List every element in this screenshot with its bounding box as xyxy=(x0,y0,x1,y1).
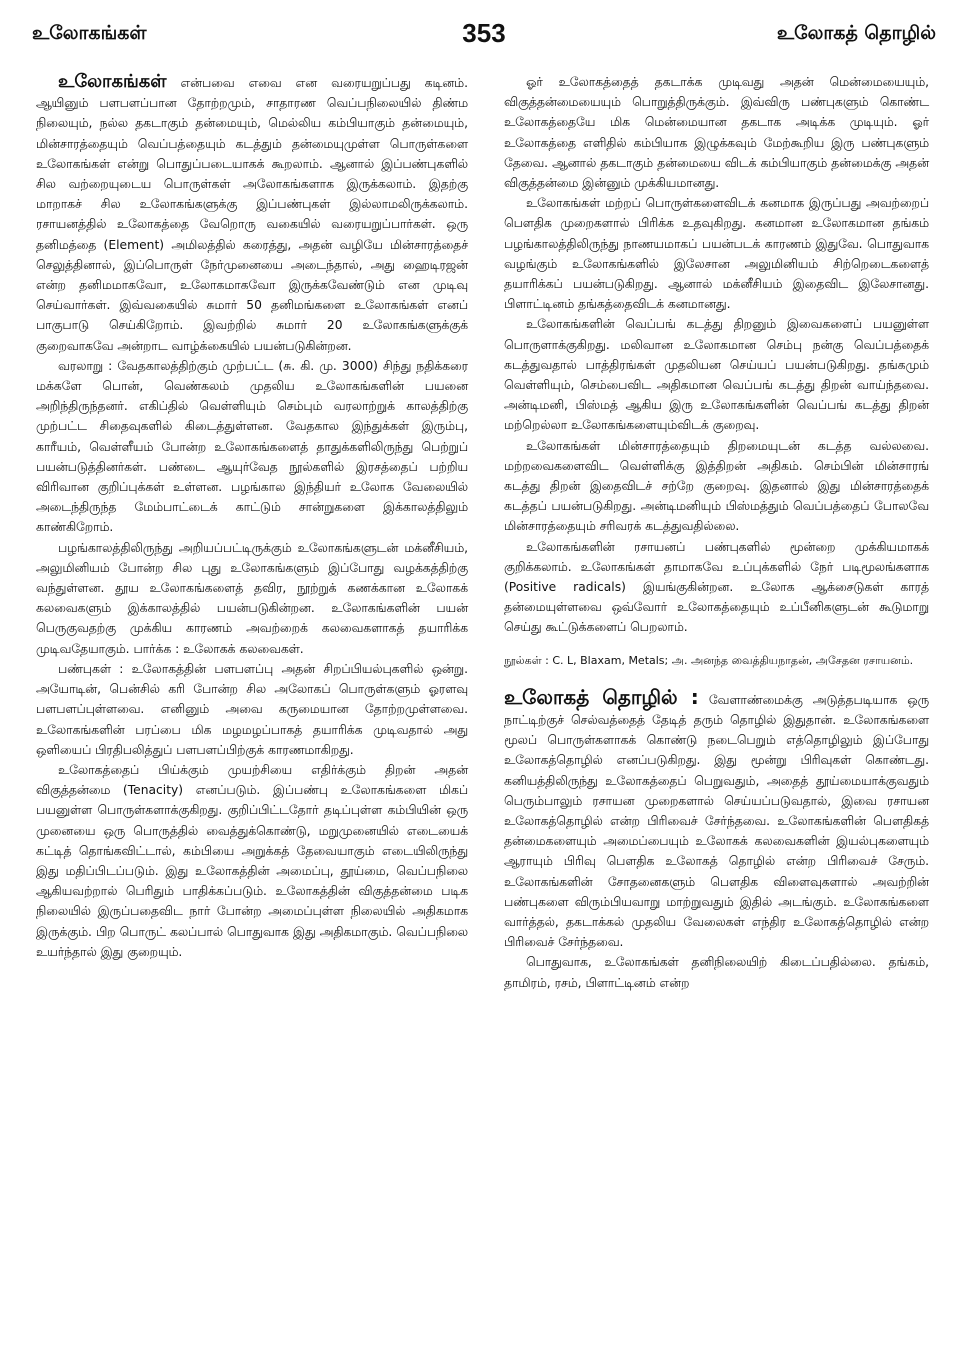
page-number: 353 xyxy=(462,18,506,48)
references: நூல்கள் : C. L, Blaxam, Metals; அ. அனந்த வைத்தியநாதன், அசேதன ரசாயனம். xyxy=(504,653,914,667)
header-left-title: உலோகங்கள் xyxy=(32,22,147,44)
entry-headword: உலோகத் தொழில் : xyxy=(504,684,699,709)
paragraph-definition xyxy=(36,72,468,356)
paragraph-history: வரலாறு : வேதகாலத்திற்கும் முற்பட்ட (சு. கி. மு. 3000) சிந்து நதிக்கரை மக்களே பொன், வெண்கலம் முதலிய உலோகங்களின் பயனை அறிந்திருந்தனர். எகிப்தில் வெள்ளியும் செம்பும் வரலாற்றுக் காலத்திற்கு முற்பட்ட சிதைவுகளில் கிடைத்துள்ளன. வேதகால இந்துக்கள் இரும்பு, காரீயம், வெள்ளீயம் போன்ற உலோகங்களைத் தாதுக்களிலிருந்து பெற்றுப் பயன்படுத்தினர்கள். பண்டை ஆயுர்வேத நூல்களில் இரசத்தைப் பற்றிய விரிவான குறிப்புக்கள் உள்ளன. பழங்கால இந்தியர் உலோக வேலையில் அடைந்திருந்த மேம்பாட்டைக் காட்டும் சான்றுகளை இக்காலத்திலும் காண்கிறோம். xyxy=(36,358,468,535)
paragraph-text: வேளாண்மைக்கு அடுத்தபடியாக ஒரு நாட்டிற்குச் செல்வத்தைத் தேடித் தரும் தொழில் இதுதான். உலோகங்களை மூலப் பொருள்களாகக் கொண்டு நடைபெறும் எத்தொழிலும் இப்போது உலோகத்தொழில் எனப்படுகிறது. இது மூன்று பிரிவுகள் கொண்டது. கனியத்திலிருந்து உலோகத்தைப் பெறுவதும், அதைத் தூய்மையாக்குவதும் பெரும்பாலும் ரசாயன முறைகளால் செய்யப்படுவதால், இவை ரசாயன உலோகத்தொழில் என்ற பிரிவைச் சேர்ந்தவை. உலோகங்களின் பௌதிகத் தன்மைகளையும் அமைப்பையும் உலோகக் கலவைகளின் இயல்புகளையும் ஆராயும் பிரிவு பௌதிக உலோகத் தொழில் என்ற பிரிவைச் சேரும். உலோகங்களின் சோதனைகளும் பௌதிக விளைவுகளால் அவற்றின் பண்புகளை விரும்பியவாறு மாற்றுவதும் இதில் அடங்கும். உலோகங்களை வார்த்தல், தகடாக்கல் முதலிய வேலைகள் எந்திர உலோகத்தொழில் என்ற பிரிவைச் சேர்ந்தவை. xyxy=(504,692,929,950)
paragraph-density: உலோகங்கள் மற்றப் பொருள்களைவிடக் கனமாக இருப்பது அவற்றைப் பௌதிக முறைகளால் பிரிக்க உதவுகிறது. கனமான உலோகமான தங்கம் பழங்காலத்திலிருந்து நாணயமாகப் பயன்படக் காரணம் இதுவே. பொதுவாக வழங்கும் உலோகங்களில் இலேசான அலுமினியம் சிற்றெடைகளைத் தயாரிக்கப் பயன்படுகிறது. ஆனால் மக்னீசியம் இதைவிட இலேசானது. பிளாட்டினம் தங்கத்தைவிடக் கனமானது. xyxy=(504,196,929,312)
paragraph-heat-conduction: உலோகங்களின் வெப்பங் கடத்து திறனும் இவைகளைப் பயனுள்ள பொருளாக்குகிறது. மலிவான உலோகமான செம்பு நன்கு வெப்பத்தைக் கடத்துவதால் பாத்திரங்கள் முதலியன செய்யப் பயன்படுகிறது. தங்கமும் வெள்ளியும், செம்பைவிட அதிகமான வெப்பங் கடத்து திறன் வாய்ந்தவை. அன்டிமனி, பிஸ்மத் ஆகிய இரு உலோகங்களின் வெப்பங் கடத்து திறன் மற்றெல்லா உலோகங்களையும்விடக் குறைவு. xyxy=(504,317,929,433)
paragraph-tenacity: உலோகத்தைப் பிய்க்கும் முயற்சியை எதிர்க்கும் திறன் அதன் விகுத்தன்மை (Tenacity) எனப்படும். இப்பண்பு உலோகங்களை மிகப் பயனுள்ள பொருள்களாக்குகிறது. குறிப்பிட்டதோர் தடிப்புள்ள கம்பியின் ஒரு முனையை ஒரு பொருத்தில் வைத்துக்கொண்டு, மறுமுனையில் எடையைக் கட்டித் தொங்கவிட்டால், கம்பியை அறுக்கத் தேவையாகும் எடையிலிருந்து இது மதிப்பிடப்படும். இது உலோகத்தின் அமைப்பு, தூய்மை, வெப்பநிலை ஆகியவற்றால் பெரிதும் பாதிக்கப்படும். உலோகத்தின் விகுத்தன்மை படிக நிலையில் இருப்பதைவிட நார் போன்ற அமைப்புள்ள நிலையில் அதிகமாக இருக்கும். பிற பொருட் கலப்பால் பொதுவாக இது அதிகமாகும். வெப்பநிலை உயர்ந்தால் இது குறையும். xyxy=(36,762,468,959)
paragraph-metallurgy-intro xyxy=(504,684,929,953)
paragraph-new-metals: பழங்காலத்திலிருந்து அறியப்பட்டிருக்கும் உலோகங்களுடன் மக்னீசியம், அலுமினியம் போன்ற சில புது உலோகங்களும் இப்போது வழக்கத்திற்கு வந்துள்ளன. தூய உலோகங்களைத் தவிர, நூற்றுக் கணக்கான உலோகக் கலவைகளும் இக்காலத்தில் பயன்படுகின்றன. உலோகங்களின் பயன் பெருகுவதற்கு முக்கிய காரணம் அவற்றைக் கலவைகளாகத் தயாரிக்க முடிவதேயாகும். பார்க்க : உலோகக் கலவைகள். xyxy=(36,540,468,656)
running-header xyxy=(32,18,936,58)
paragraph-malleability: ஓர் உலோகத்தைத் தகடாக்க முடிவது அதன் மென்மையையும், விகுத்தன்மையையும் பொறுத்திருக்கும். இவ்விரு பண்புகளும் கொண்ட உலோகத்தையே மிக மென்மையான தகடாக அடிக்க முடியும். ஓர் உலோகத்தை எளிதில் கம்பியாக இழுக்கவும் மேற்கூறிய இரு பண்புகளும் தேவை. ஆனால் தகடாகும் தன்மையை விடக் கம்பியாகும் தன்மைக்கு அதன் விகுத்தன்மை இன்னும் முக்கியமானது. xyxy=(504,75,929,191)
entry-headword: உலோகங்கள் xyxy=(58,71,167,92)
paragraph-properties: பண்புகள் : உலோகத்தின் பளபளப்பு அதன் சிறப்பியல்புகளில் ஒன்று. அயோடின், பென்சில் கரி போன்ற சில அலோகப் பொருள்களும் ஓரளவு பளபளப்புள்ளவை. எனினும் அவை கருமையான தோற்றமுள்ளவை. உலோகங்களின் பரப்பை மிக மழமழப்பாகத் தயாரிக்க முடிவதால் அது ஒளியைப் பிரதிபலித்துப் பளபளப்பிற்குக் காரணமாகிறது. xyxy=(36,661,468,757)
header-right-title: உலோகத் தொழில் xyxy=(776,22,936,44)
paragraph-metallurgy-continued: பொதுவாக, உலோகங்கள் தனிநிலையிற் கிடைப்பதில்லை. தங்கம், தாமிரம், ரசம், பிளாட்டினம் என்ற xyxy=(504,955,929,990)
paragraph-text: என்பவை எவை என வரையறுப்பது கடினம். ஆயினும் பளபளப்பான தோற்றமும், சாதாரண வெப்பநிலையில் திண்ம நிலையும், நல்ல தகடாகும் தன்மையும், மெல்லிய கம்பியாகும் தன்மையும், மின்சாரத்தையும் வெப்பத்தையும் கடத்தும் தன்மையுமுள்ள பொருள்களை உலோகங்கள் என்று பொதுப்படையாகக் கூறலாம். ஆனால் இப்பண்புகளில் சில வற்றையுடைய பொருள்கள் அலோகங்களாக இருக்கலாம். இதற்கு மாறாகச் சில உலோகங்களுக்கு இப்பண்புகள் இல்லாமலிருக்கலாம். ரசாயனத்தில் உலோகத்தை வேறொரு வகையில் வரையறுப்பார்கள். ஒரு தனிமத்தை (Element) அமிலத்தில் கரைத்து, அதன் வழியே மின்சாரத்தைச் செலுத்தினால், இப்பொருள் நேர்முனையை அடைந்தால், அது ஹைடிரஜன் என்ற தனிமமாகவோ, உலோகமாகவோ இருக்கவேண்டும் என முடிவு செய்வார்கள். இவ்வகையில் சுமார் 50 தனிமங்களை உலோகங்கள் எனப் பாகுபாடு செய்கிறோம். இவற்றில் சுமார் 20 உலோகங்களுக்குக் குறைவாகவே அன்றாட வாழ்க்கையில் பயன்படுகின்றன. xyxy=(36,76,468,353)
paragraph-chemical-properties: உலோகங்களின் ரசாயனப் பண்புகளில் மூன்றை முக்கியமாகக் குறிக்கலாம். உலோகங்கள் தாமாகவே உப்புக்களில் நேர் படிமூலங்களாக (Positive radicals) இயங்குகின்றன. உலோக ஆக்சைடுகள் காரத் தன்மையுள்ளவை ஒவ்வோர் உலோகத்தையும் உப்பீனிகளுடன் கூடுமாறு செய்து கூட்டுக்களைப் பெறலாம். xyxy=(504,539,929,635)
left-column xyxy=(36,72,468,962)
right-column xyxy=(504,72,929,993)
paragraph-electrical-conduction: உலோகங்கள் மின்சாரத்தையும் திறமையுடன் கடத்த வல்லவை. மற்றவைகளைவிட வெள்ளிக்கு இத்திறன் அதிகம். செம்பின் மின்சாரங் கடத்து திறன் இதைவிடச் சற்றே குறைவு. இதனால் இது மின்சாரத்தைக் கடத்தப் பயன்படுகிறது. அன்டிமனியும் பிஸ்மத்தும் வெப்பத்தைப் போலவே மின்சாரத்தையும் சரிவரக் கடத்துவதில்லை. xyxy=(504,438,929,534)
